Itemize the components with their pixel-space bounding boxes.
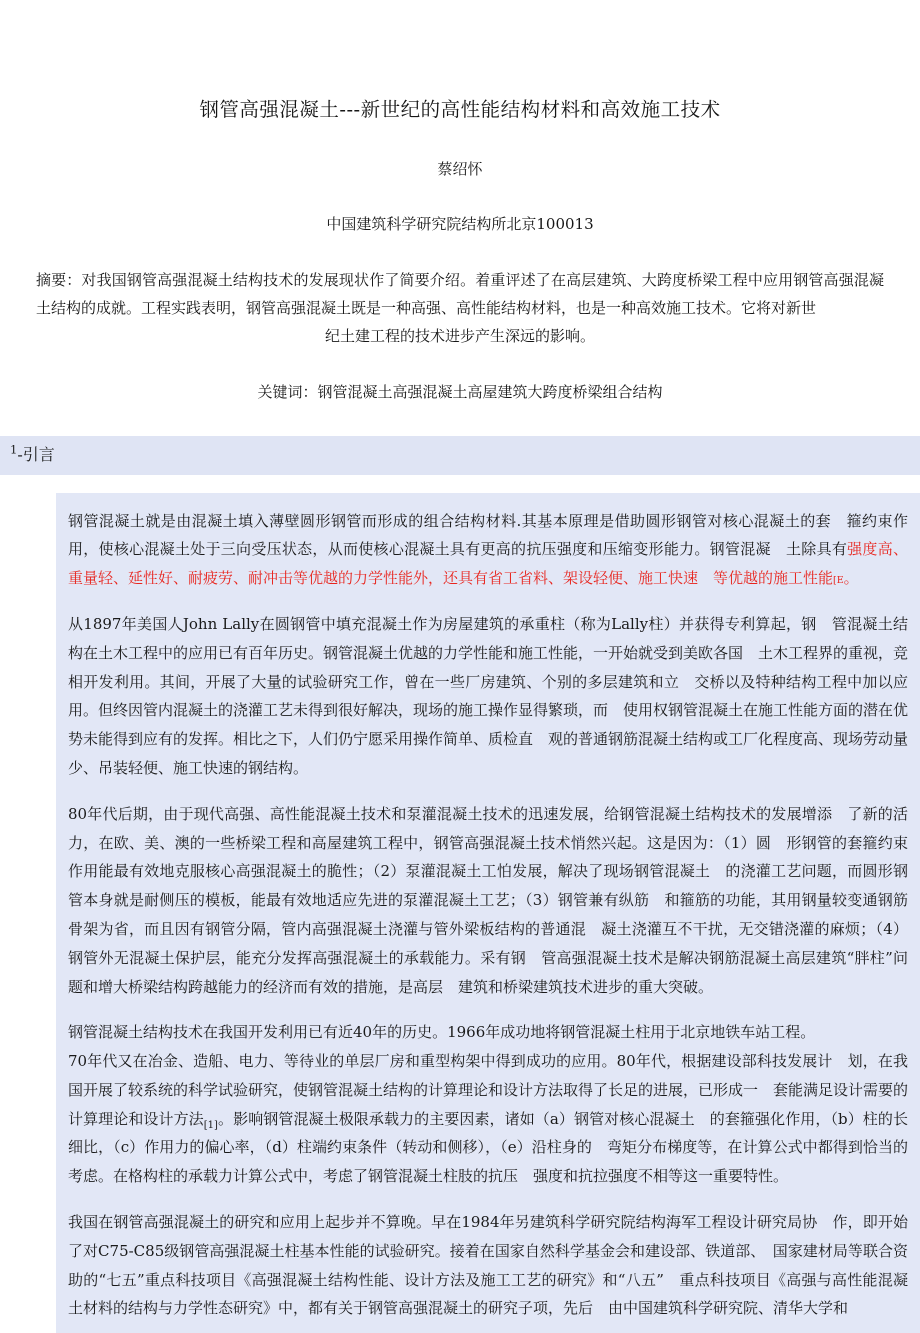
paragraph-text: 钢管混凝土就是由混凝土填入薄壁圆形钢管而形成的组合结构材料.其基本原理是借助圆形钢管对核心混凝土的套 箍约束作用，使核心混凝土处于三向受压状态，从而使核心混凝土具有更高的抗压强度和压缩变形能力。钢管混凝 土除具有 <box>68 511 908 559</box>
body-paragraph <box>56 507 920 593</box>
paragraph-text: 从1897年美国人John Lally在圆钢管中填充混凝土作为房屋建筑的承重柱（称为Lally柱）并获得专利算起，钢 管混凝土结构在土木工程中的应用已有百年历史。钢管混凝土优越的力学性能和施工性能，一开始就受到美欧各国 土木工程界的重视，竞相开发利用。其间，开展了大量的试验研究工作，曾在一些厂房建筑、个别的多层建筑和立 交桥以及特种结构工程中加以应用。但终因管内混凝土的浇灌工艺未得到很好解决，现场的施工操作显得繁琐，而 使用权钢管混凝土在施工性能方面的潜在优势未能得到应有的发挥。相比之下，人们仍宁愿采用操作简单、质检直 观的普通钢筋混凝土结构或工厂化程度高、现场劳动量少、吊装轻便、施工快速的钢结构。 <box>68 614 909 777</box>
keywords-line: 关键词：钢管混凝土高强混凝土高屋建筑大跨度桥梁组合结构 <box>257 382 663 401</box>
section-dash: - <box>17 444 23 464</box>
body-paragraph <box>56 610 920 783</box>
body-paragraph <box>56 1047 920 1191</box>
highlighted-text: 。 <box>843 569 859 588</box>
body-paragraph <box>56 800 920 1002</box>
body-paragraph <box>56 1208 920 1323</box>
abstract-main: 摘要：对我国钢管高强混凝土结构技术的发展现状作了简要介绍。着重评述了在高层建筑、大跨度桥梁工程中应用钢管高强混凝土结构的成就。工程实践表明，钢管高强混凝土既是一种高强、高性能结构材料，也是一种高效施工技术。它将对新世 <box>36 271 884 318</box>
paragraph-text: 我国在钢管高强混凝土的研究和应用上起步并不算晚。早在1984年另建筑科学研究院结构海军工程设计研究局协 作，即开始了对C75-C85级钢管高强混凝土柱基本性能的试验研究。接着在国家自然科学基金会和建设部、铁道部、 国家建材局等联合资助的“七五”重点科技项目《高强混凝土结构性能、设计方法及施工工艺的研究》和“八五” 重点科技项目《高强与高性能混凝土材料的结构与力学性态研究》中，都有关于钢管高强混凝土的研究子项，先后 由中国建筑科学研究院、清华大学和 <box>68 1213 908 1318</box>
section-heading-band <box>0 436 920 475</box>
section-number: 1 <box>10 442 18 457</box>
paragraph-text: 。影响钢管混凝土极限承载力的主要因素，诸如（a）钢管对核心混凝土 的套箍强化作用，（b）柱的长细比，（c）作用力的偏心率，（d）柱端约束条件（转动和侧移），（e）沿柱身的 弯矩分布梯度等，在计算公式中都得到恰当的考虑。在格构柱的承载力计算公式中，考虑了钢管混凝土柱肢的抗压 强度和抗拉强度不相等这一重要特性。 <box>68 1109 908 1186</box>
page-title: 钢管高强混凝土---新世纪的高性能结构材料和高效施工技术 <box>199 98 721 121</box>
author-affiliation: 中国建筑科学研究院结构所北京100013 <box>326 215 594 234</box>
body-paragraph <box>56 1018 920 1047</box>
section-title: 引言 <box>22 444 55 464</box>
title-block <box>0 0 920 235</box>
paragraph-text: 钢管混凝土结构技术在我国开发利用已有近40年的历史。1966年成功地将钢管混凝土柱用于北京地铁车站工程。 <box>68 1023 816 1042</box>
abstract-last-line: 纪土建工程的技术进步产生深远的影响。 <box>324 326 595 345</box>
reference-mark: [E <box>833 575 844 587</box>
paragraph-text: 70年代又在冶金、造船、电力、等待业的单层厂房和重型构架中得到成功的应用。80年代，根据建设部科技发展计 划，在我国开展了较系统的科学试验研究，使钢管混凝土结构的计算理论和设计方法取得了长足的进展，已形成一 套能满足设计需要的计算理论和设计方法 <box>68 1052 909 1128</box>
abstract-text <box>36 267 884 350</box>
author-name: 蔡绍怀 <box>437 160 483 179</box>
body-content-panel <box>56 493 920 1333</box>
citation-mark: [1] <box>203 1119 218 1131</box>
highlighted-text: 强度高、重量轻、延性好、耐疲劳、耐冲击等优越的力学性能外，还具有省工省料、架设轻便、施工快速 等优越的施工性能 <box>68 540 908 588</box>
paragraph-text: 80年代后期，由于现代高强、高性能混凝土技术和泵灌混凝土技术的迅速发展，给钢管混凝土结构技术的发展增添 了新的活力，在欧、美、澳的一些桥梁工程和高屋建筑工程中，钢管高强混凝土技术悄然兴起。这是因为：（1）圆 形钢管的套箍约束作用能最有效地克服核心高强混凝土的脆性；（2）泵灌混凝土工怕发展，解决了现场钢管混凝土 的浇灌工艺问题，而圆形钢管本身就是耐侧压的模板，能最有效地适应先进的泵灌混凝土工艺；（3）钢管兼有纵筋 和箍筋的功能，其用钢量较变通钢筋骨架为省，而且因有钢管分隔，管内高强混凝土浇灌与管外梁板结构的普通混 凝土浇灌互不干扰，无交错浇灌的麻烦；（4）钢管外无混凝土保护层，能充分发挥高强混凝土的承载能力。采有钢 管高强混凝土技术是解决钢筋混凝土高层建筑“胖柱”问题和增大桥梁结构跨越能力的经济而有效的措施，是高层 建筑和桥梁建筑技术进步的重大突破。 <box>68 804 908 996</box>
section-heading <box>0 443 920 467</box>
